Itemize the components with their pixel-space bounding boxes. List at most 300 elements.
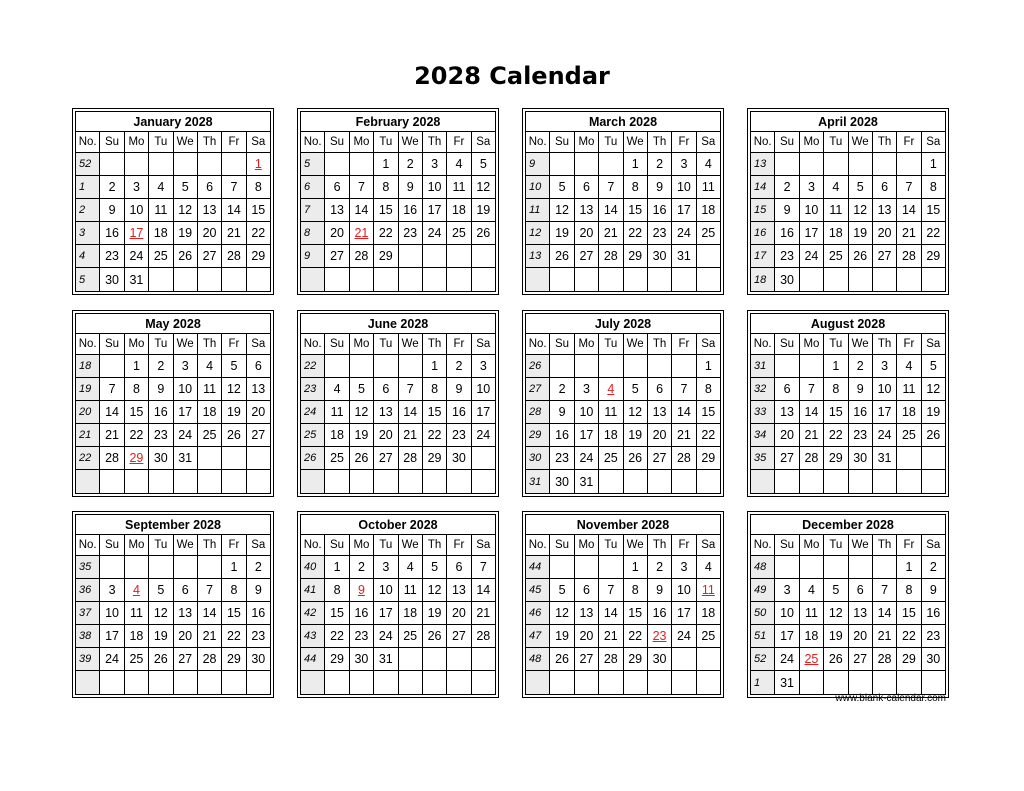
day-cell <box>325 268 349 291</box>
weekday-header: Mo <box>349 535 373 556</box>
weekday-header: Su <box>325 132 349 153</box>
day-cell: 3 <box>574 378 598 401</box>
week-row <box>301 401 496 424</box>
week-number-header: No. <box>76 334 100 355</box>
day-cell: 25 <box>799 648 823 671</box>
weekday-header: Th <box>422 132 446 153</box>
day-cell <box>574 556 598 579</box>
day-cell: 15 <box>623 602 647 625</box>
day-cell: 10 <box>422 176 446 199</box>
weekday-header: Mo <box>124 535 148 556</box>
day-cell <box>197 447 221 470</box>
day-cell <box>197 153 221 176</box>
day-cell: 4 <box>799 579 823 602</box>
day-cell: 14 <box>197 602 221 625</box>
day-cell: 20 <box>325 222 349 245</box>
day-cell: 31 <box>173 447 197 470</box>
day-cell: 11 <box>696 176 720 199</box>
weekday-header: Th <box>197 535 221 556</box>
month-block <box>522 511 724 698</box>
week-row <box>526 268 721 291</box>
day-cell <box>197 556 221 579</box>
day-cell <box>349 153 373 176</box>
day-cell <box>824 153 848 176</box>
week-number <box>526 268 550 291</box>
day-cell: 5 <box>623 378 647 401</box>
week-row <box>526 447 721 470</box>
day-cell: 12 <box>173 199 197 222</box>
day-cell: 6 <box>574 176 598 199</box>
day-cell: 16 <box>246 602 270 625</box>
week-row <box>76 556 271 579</box>
day-cell: 24 <box>100 648 124 671</box>
day-cell: 2 <box>398 153 422 176</box>
day-cell <box>897 671 921 694</box>
day-cell: 4 <box>124 579 148 602</box>
weekday-header: We <box>848 334 872 355</box>
day-cell: 28 <box>872 648 896 671</box>
weekday-header: Th <box>197 334 221 355</box>
week-number <box>751 470 775 493</box>
day-cell <box>422 268 446 291</box>
day-cell: 17 <box>471 401 495 424</box>
week-number: 22 <box>76 447 100 470</box>
day-cell: 24 <box>422 222 446 245</box>
week-row <box>301 268 496 291</box>
day-cell: 31 <box>124 268 148 291</box>
weekday-header: Su <box>550 132 574 153</box>
week-row <box>76 401 271 424</box>
week-row <box>526 470 721 493</box>
day-cell: 15 <box>222 602 246 625</box>
week-number: 52 <box>76 153 100 176</box>
day-cell: 22 <box>124 424 148 447</box>
footer-url: www.blank-calendar.com <box>835 693 946 704</box>
day-cell: 5 <box>824 579 848 602</box>
day-cell: 19 <box>149 625 173 648</box>
day-cell <box>149 671 173 694</box>
day-cell: 20 <box>647 424 671 447</box>
day-cell <box>775 556 799 579</box>
day-cell: 12 <box>848 199 872 222</box>
weekday-header: Th <box>872 535 896 556</box>
day-cell: 28 <box>398 447 422 470</box>
weekday-header: Sa <box>471 334 495 355</box>
day-cell <box>398 245 422 268</box>
day-cell: 28 <box>599 648 623 671</box>
day-cell: 19 <box>173 222 197 245</box>
day-cell <box>398 671 422 694</box>
day-cell <box>696 470 720 493</box>
day-cell: 9 <box>775 199 799 222</box>
day-cell: 9 <box>848 378 872 401</box>
day-cell: 14 <box>349 199 373 222</box>
day-cell: 11 <box>447 176 471 199</box>
week-number <box>76 470 100 493</box>
day-cell <box>672 355 696 378</box>
day-cell <box>349 268 373 291</box>
day-cell: 12 <box>550 199 574 222</box>
day-cell <box>872 268 896 291</box>
week-row <box>76 268 271 291</box>
day-cell: 24 <box>471 424 495 447</box>
day-cell <box>222 470 246 493</box>
day-cell: 29 <box>824 447 848 470</box>
day-cell: 12 <box>623 401 647 424</box>
day-cell <box>124 153 148 176</box>
week-number: 5 <box>76 268 100 291</box>
day-cell: 1 <box>696 355 720 378</box>
day-cell: 2 <box>149 355 173 378</box>
day-cell: 9 <box>550 401 574 424</box>
day-cell <box>222 671 246 694</box>
day-cell: 13 <box>447 579 471 602</box>
day-cell <box>422 671 446 694</box>
day-cell: 10 <box>100 602 124 625</box>
month-title: May 2028 <box>76 314 271 334</box>
day-cell <box>447 648 471 671</box>
week-number: 4 <box>76 245 100 268</box>
day-cell <box>623 268 647 291</box>
day-cell <box>623 470 647 493</box>
month-title: April 2028 <box>751 112 946 132</box>
week-number: 35 <box>751 447 775 470</box>
day-cell: 14 <box>799 401 823 424</box>
day-cell <box>374 671 398 694</box>
day-cell <box>422 470 446 493</box>
day-cell: 21 <box>222 222 246 245</box>
weekday-header: Mo <box>574 535 598 556</box>
week-row <box>526 176 721 199</box>
month-block <box>72 108 274 295</box>
day-cell: 3 <box>100 579 124 602</box>
day-cell <box>398 470 422 493</box>
day-cell: 22 <box>222 625 246 648</box>
day-cell: 29 <box>696 447 720 470</box>
week-row <box>751 579 946 602</box>
day-cell: 21 <box>471 602 495 625</box>
week-number: 36 <box>76 579 100 602</box>
week-number: 37 <box>76 602 100 625</box>
day-cell <box>447 245 471 268</box>
day-cell <box>124 671 148 694</box>
day-cell: 15 <box>325 602 349 625</box>
week-number: 39 <box>76 648 100 671</box>
weekday-header: We <box>173 132 197 153</box>
day-cell <box>100 556 124 579</box>
day-cell: 25 <box>325 447 349 470</box>
day-cell: 8 <box>824 378 848 401</box>
week-number: 5 <box>301 153 325 176</box>
weekday-header: Fr <box>897 535 921 556</box>
day-cell: 10 <box>799 199 823 222</box>
day-cell: 18 <box>897 401 921 424</box>
weekday-header: Mo <box>799 334 823 355</box>
day-cell <box>471 671 495 694</box>
week-row <box>301 602 496 625</box>
month-title: November 2028 <box>526 515 721 535</box>
day-cell: 3 <box>374 556 398 579</box>
day-cell <box>246 470 270 493</box>
day-cell: 12 <box>222 378 246 401</box>
day-cell: 30 <box>647 648 671 671</box>
day-cell: 3 <box>471 355 495 378</box>
weekday-header: Su <box>100 334 124 355</box>
day-cell <box>897 447 921 470</box>
week-number: 10 <box>526 176 550 199</box>
day-cell <box>921 671 945 694</box>
day-cell: 30 <box>246 648 270 671</box>
day-cell: 9 <box>246 579 270 602</box>
month-block <box>522 310 724 497</box>
weekday-header: Tu <box>374 132 398 153</box>
day-cell: 6 <box>374 378 398 401</box>
week-row <box>526 424 721 447</box>
week-row <box>526 625 721 648</box>
week-number-header: No. <box>751 535 775 556</box>
day-cell: 23 <box>848 424 872 447</box>
day-cell: 4 <box>696 556 720 579</box>
week-row <box>76 671 271 694</box>
day-cell <box>173 556 197 579</box>
day-cell: 12 <box>921 378 945 401</box>
day-cell: 27 <box>374 447 398 470</box>
day-cell: 9 <box>349 579 373 602</box>
day-cell <box>824 671 848 694</box>
day-cell <box>550 355 574 378</box>
day-cell <box>599 153 623 176</box>
day-cell <box>799 268 823 291</box>
day-cell: 23 <box>775 245 799 268</box>
day-cell: 29 <box>124 447 148 470</box>
weekday-header: Sa <box>246 334 270 355</box>
weekday-header: Fr <box>447 334 471 355</box>
day-cell: 17 <box>100 625 124 648</box>
week-row <box>526 579 721 602</box>
week-row <box>751 176 946 199</box>
day-cell: 26 <box>471 222 495 245</box>
day-cell: 8 <box>124 378 148 401</box>
day-cell <box>374 470 398 493</box>
week-number: 19 <box>76 378 100 401</box>
day-cell: 16 <box>647 199 671 222</box>
week-row <box>76 199 271 222</box>
day-cell: 28 <box>897 245 921 268</box>
day-cell <box>672 470 696 493</box>
month-title: September 2028 <box>76 515 271 535</box>
day-cell: 3 <box>422 153 446 176</box>
day-cell: 10 <box>775 602 799 625</box>
week-row <box>76 153 271 176</box>
day-cell: 1 <box>422 355 446 378</box>
week-row <box>301 199 496 222</box>
week-number-header: No. <box>301 334 325 355</box>
day-cell <box>799 153 823 176</box>
day-cell: 29 <box>422 447 446 470</box>
day-cell: 13 <box>872 199 896 222</box>
day-cell: 19 <box>848 222 872 245</box>
weekday-header: Th <box>872 334 896 355</box>
day-cell: 27 <box>197 245 221 268</box>
day-cell <box>599 556 623 579</box>
day-cell: 15 <box>623 199 647 222</box>
day-cell: 26 <box>222 424 246 447</box>
day-cell: 13 <box>374 401 398 424</box>
day-cell <box>398 355 422 378</box>
weekday-header: Sa <box>921 334 945 355</box>
week-row <box>301 447 496 470</box>
day-cell: 30 <box>550 470 574 493</box>
week-number: 34 <box>751 424 775 447</box>
day-cell: 21 <box>599 625 623 648</box>
day-cell: 19 <box>921 401 945 424</box>
day-cell: 15 <box>824 401 848 424</box>
day-cell <box>672 648 696 671</box>
day-cell: 7 <box>222 176 246 199</box>
day-cell: 7 <box>398 378 422 401</box>
day-cell: 21 <box>897 222 921 245</box>
day-cell: 1 <box>222 556 246 579</box>
day-cell: 23 <box>100 245 124 268</box>
weekday-header: We <box>848 132 872 153</box>
day-cell: 27 <box>447 625 471 648</box>
day-cell: 24 <box>672 625 696 648</box>
day-cell: 1 <box>897 556 921 579</box>
day-cell: 6 <box>173 579 197 602</box>
week-row <box>301 378 496 401</box>
weekday-header: Su <box>100 132 124 153</box>
day-cell: 15 <box>696 401 720 424</box>
day-cell: 5 <box>349 378 373 401</box>
day-cell: 2 <box>647 153 671 176</box>
day-cell <box>599 355 623 378</box>
day-cell: 7 <box>599 176 623 199</box>
weekday-header: Su <box>325 334 349 355</box>
day-cell: 20 <box>574 222 598 245</box>
day-cell: 1 <box>623 556 647 579</box>
day-cell: 22 <box>325 625 349 648</box>
day-cell: 13 <box>574 602 598 625</box>
day-cell <box>921 447 945 470</box>
month-title: January 2028 <box>76 112 271 132</box>
day-cell: 22 <box>623 625 647 648</box>
weekday-header: Fr <box>447 535 471 556</box>
month-block <box>747 310 949 497</box>
day-cell: 15 <box>897 602 921 625</box>
day-cell: 6 <box>872 176 896 199</box>
day-cell: 10 <box>471 378 495 401</box>
day-cell <box>872 470 896 493</box>
week-row <box>76 378 271 401</box>
day-cell: 31 <box>672 245 696 268</box>
day-cell: 21 <box>672 424 696 447</box>
day-cell: 28 <box>349 245 373 268</box>
day-cell: 7 <box>672 378 696 401</box>
weekday-header: Mo <box>799 132 823 153</box>
day-cell: 9 <box>398 176 422 199</box>
week-row <box>751 424 946 447</box>
day-cell: 2 <box>647 556 671 579</box>
day-cell: 21 <box>100 424 124 447</box>
day-cell: 8 <box>422 378 446 401</box>
day-cell: 4 <box>447 153 471 176</box>
week-row <box>301 153 496 176</box>
day-cell: 3 <box>173 355 197 378</box>
month-block <box>297 310 499 497</box>
weekday-header: Tu <box>149 132 173 153</box>
week-row <box>526 648 721 671</box>
month-title: December 2028 <box>751 515 946 535</box>
day-cell: 24 <box>173 424 197 447</box>
week-row <box>301 579 496 602</box>
month-block <box>297 511 499 698</box>
week-number: 2 <box>76 199 100 222</box>
day-cell: 20 <box>848 625 872 648</box>
week-number: 18 <box>76 355 100 378</box>
day-cell <box>574 671 598 694</box>
week-number: 15 <box>751 199 775 222</box>
week-number: 51 <box>751 625 775 648</box>
day-cell: 14 <box>599 199 623 222</box>
week-number: 1 <box>751 671 775 694</box>
weekday-header: We <box>623 132 647 153</box>
day-cell: 13 <box>325 199 349 222</box>
day-cell <box>647 671 671 694</box>
day-cell: 27 <box>647 447 671 470</box>
weekday-header: Fr <box>672 132 696 153</box>
day-cell: 26 <box>550 245 574 268</box>
day-cell <box>325 153 349 176</box>
week-number: 29 <box>526 424 550 447</box>
day-cell: 24 <box>574 447 598 470</box>
day-cell: 13 <box>848 602 872 625</box>
week-row <box>76 222 271 245</box>
day-cell <box>647 268 671 291</box>
day-cell: 5 <box>422 556 446 579</box>
day-cell: 22 <box>623 222 647 245</box>
day-cell: 5 <box>550 176 574 199</box>
week-row <box>301 470 496 493</box>
day-cell: 18 <box>824 222 848 245</box>
day-cell: 1 <box>824 355 848 378</box>
day-cell <box>447 671 471 694</box>
day-cell: 6 <box>246 355 270 378</box>
week-number: 46 <box>526 602 550 625</box>
day-cell: 16 <box>149 401 173 424</box>
day-cell <box>471 648 495 671</box>
day-cell: 27 <box>173 648 197 671</box>
week-number-header: No. <box>526 132 550 153</box>
day-cell: 9 <box>647 176 671 199</box>
day-cell: 30 <box>775 268 799 291</box>
day-cell: 28 <box>197 648 221 671</box>
day-cell <box>100 153 124 176</box>
day-cell: 11 <box>398 579 422 602</box>
day-cell: 6 <box>447 556 471 579</box>
day-cell: 20 <box>173 625 197 648</box>
day-cell: 28 <box>471 625 495 648</box>
day-cell <box>246 671 270 694</box>
day-cell <box>775 153 799 176</box>
day-cell: 3 <box>672 153 696 176</box>
week-row <box>76 625 271 648</box>
day-cell: 26 <box>149 648 173 671</box>
weekday-header: We <box>398 535 422 556</box>
week-row <box>751 378 946 401</box>
day-cell: 26 <box>550 648 574 671</box>
week-number: 47 <box>526 625 550 648</box>
week-row <box>526 199 721 222</box>
